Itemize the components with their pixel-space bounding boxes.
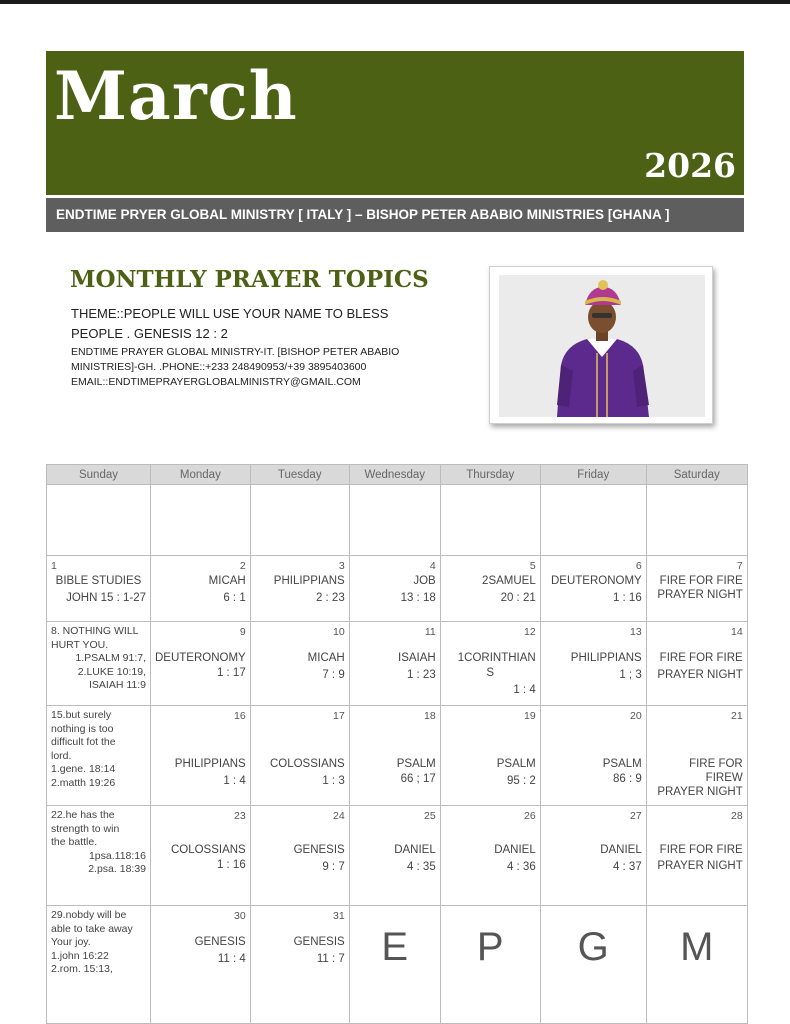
- day-number: 3: [338, 560, 345, 572]
- day-number: 13: [630, 626, 642, 638]
- day-topic: PSALM: [602, 758, 642, 770]
- day-cell: [250, 706, 349, 806]
- day-verse: 1 : 4: [513, 684, 536, 696]
- day-number: 27: [630, 810, 642, 822]
- day-topic: PHILIPPIANS: [174, 758, 246, 770]
- weekday-header: Wednesday: [349, 465, 440, 485]
- empty-day-cell: [540, 485, 646, 556]
- day-cell: [151, 806, 251, 906]
- weekday-header: Thursday: [440, 465, 540, 485]
- weekday-header: Tuesday: [250, 465, 349, 485]
- day-topic: FIRE FOR FIRE: [659, 652, 743, 664]
- day-number: 24: [333, 810, 345, 822]
- day-number: 17: [333, 710, 345, 722]
- day-verse: 66 ; 17: [400, 773, 436, 785]
- day-number: 7: [736, 560, 743, 572]
- day-topic: DEUTERONOMY: [551, 575, 642, 587]
- day-cell: [540, 706, 646, 806]
- week-row: [47, 806, 748, 906]
- day-number: 21: [731, 710, 743, 722]
- day-verse: 20 : 21: [500, 592, 536, 604]
- day-number: 19: [524, 710, 536, 722]
- letter-cell-e: E: [349, 906, 440, 1024]
- contact-line: MINISTRIES]-GH. .PHONE::+233 248490953/+39 3895403600: [71, 361, 367, 373]
- day-verse: 6 : 1: [223, 592, 246, 604]
- day-verse: PRAYER NIGHT: [657, 786, 743, 798]
- day-topic: difficult fot the: [51, 736, 116, 748]
- day-cell: [540, 556, 646, 622]
- day-topic: 1CORINTHIAN: [457, 652, 536, 664]
- day-cell: [540, 806, 646, 906]
- day-verse: 4 : 37: [612, 861, 642, 873]
- day-topic: JOB: [413, 575, 436, 587]
- day-cell: [47, 556, 151, 622]
- day-verse: 9 : 7: [322, 861, 345, 873]
- day-verse: 1psa.118:16: [88, 849, 146, 862]
- day-verse: 1.gene. 18:14: [51, 763, 116, 775]
- day-topic: 15.but surely: [51, 709, 112, 721]
- day-topic: FIRE FOR FIRE: [659, 575, 743, 587]
- day-verse: 2.rom. 15:13,: [51, 963, 113, 975]
- day-number: 12: [524, 626, 536, 638]
- day-cell: [151, 556, 251, 622]
- day-topic: MICAH: [307, 652, 345, 664]
- day-number: 25: [424, 810, 436, 822]
- contact-line: EMAIL::ENDTIMEPRAYERGLOBALMINISTRY@GMAIL.COM: [71, 376, 361, 388]
- day-topic: 8. NOTHING WILL: [51, 625, 139, 637]
- day-number: 23: [234, 810, 246, 822]
- day-topic: DANIEL: [494, 844, 536, 856]
- day-verse: 1 : 23: [406, 669, 436, 681]
- day-verse: JOHN 15 : 1-27: [66, 592, 146, 604]
- day-topic: DEUTERONOMY: [155, 652, 246, 664]
- theme-line: THEME::PEOPLE WILL USE YOUR NAME TO BLESS: [71, 306, 389, 321]
- day-verse: 2 : 23: [315, 592, 345, 604]
- day-cell: [349, 806, 440, 906]
- weekday-header: Friday: [540, 465, 646, 485]
- day-cell: [151, 622, 251, 706]
- day-number: 16: [234, 710, 246, 722]
- day-cell: [440, 622, 540, 706]
- day-verse: 86 : 9: [612, 773, 642, 785]
- day-verse: 2.matth 19:26: [51, 776, 116, 789]
- year-label: 2026: [644, 146, 736, 185]
- day-cell: [646, 622, 747, 706]
- day-number: 26: [524, 810, 536, 822]
- day-cell: [151, 706, 251, 806]
- day-cell: [47, 622, 151, 706]
- day-verse: 11 : 4: [217, 953, 246, 965]
- day-number: 14: [731, 626, 743, 638]
- day-topic: PHILIPPIANS: [273, 575, 345, 587]
- day-number: 4: [429, 560, 436, 572]
- day-cell: [540, 622, 646, 706]
- day-topic: MICAH: [208, 575, 246, 587]
- day-topic: 22.he has the: [51, 809, 115, 821]
- day-cell: [440, 706, 540, 806]
- day-cell: [349, 706, 440, 806]
- day-verse: 11 : 7: [316, 953, 345, 965]
- theme-text: [71, 304, 471, 344]
- day-verse: 4 : 35: [406, 861, 436, 873]
- day-number: 18: [424, 710, 436, 722]
- day-topic: S: [486, 667, 495, 679]
- week-row: [47, 906, 748, 1024]
- empty-day-cell: [440, 485, 540, 556]
- day-verse: 13 : 18: [400, 592, 436, 604]
- day-number: 10: [333, 626, 345, 638]
- day-topic: DANIEL: [394, 844, 436, 856]
- month-banner: [46, 51, 744, 195]
- day-cell: [250, 622, 349, 706]
- bishop-photo-frame: [489, 266, 713, 424]
- day-topic: nothing is too: [51, 722, 114, 735]
- day-verse: 1 : 3: [322, 775, 345, 787]
- day-cell: [250, 806, 349, 906]
- day-cell: [47, 706, 151, 806]
- day-topic: PSALM: [496, 758, 536, 770]
- day-topic: PSALM: [396, 758, 436, 770]
- day-verse: PRAYER NIGHT: [657, 669, 743, 681]
- ministry-bar: ENDTIME PRYER GLOBAL MINISTRY [ ITALY ] – BISHOP PETER ABABIO MINISTRIES [GHANA ]: [46, 198, 744, 232]
- day-verse: PRAYER NIGHT: [657, 589, 743, 601]
- empty-week-row: [47, 485, 748, 556]
- bishop-figure-image: [499, 275, 705, 417]
- day-topic: COLOSSIANS: [170, 844, 246, 856]
- day-verse: PRAYER NIGHT: [657, 860, 743, 872]
- empty-day-cell: [646, 485, 747, 556]
- day-cell: [440, 806, 540, 906]
- day-number: 30: [234, 910, 246, 922]
- empty-day-cell: [349, 485, 440, 556]
- day-verse: 7 : 9: [322, 669, 345, 681]
- day-cell: [47, 906, 151, 1024]
- day-verse: 1 : 16: [216, 859, 246, 871]
- day-cell: [349, 622, 440, 706]
- day-topic: Your joy.: [51, 936, 91, 948]
- weekday-header-row: [47, 465, 748, 485]
- day-number: 2: [239, 560, 246, 572]
- day-topic: ISAIAH: [398, 652, 436, 664]
- day-topic: PHILIPPIANS: [570, 652, 642, 664]
- day-number: 28: [731, 810, 743, 822]
- day-cell: [250, 556, 349, 622]
- day-number: 31: [333, 910, 345, 922]
- letter-cell-g: G: [540, 906, 646, 1024]
- day-verse: 1 : 17: [216, 667, 246, 679]
- contact-line: ENDTIME PRAYER GLOBAL MINISTRY-IT. [BISHOP PETER ABABIO: [71, 346, 400, 358]
- day-cell: [646, 806, 747, 906]
- empty-day-cell: [151, 485, 251, 556]
- day-topic: strength to win: [51, 822, 120, 835]
- day-topic: BIBLE STUDIES: [55, 575, 142, 587]
- day-verse: 1 : 16: [612, 592, 642, 604]
- day-cell: [349, 556, 440, 622]
- weekday-header: Sunday: [47, 465, 151, 485]
- day-verse: 1.PSALM 91:7,: [75, 652, 146, 664]
- day-topic: lord.: [51, 749, 72, 762]
- day-cell: [440, 556, 540, 622]
- day-topic: FIRE FOR FIRE: [659, 844, 743, 856]
- week-row: [47, 556, 748, 622]
- day-topic: the battle.: [51, 836, 98, 848]
- weekday-header: Monday: [151, 465, 251, 485]
- month-title: March: [54, 57, 298, 135]
- contact-info: [71, 345, 471, 390]
- week-row: [47, 622, 748, 706]
- letter-cell-p: P: [440, 906, 540, 1024]
- day-topic: GENESIS: [293, 936, 345, 948]
- day-cell: [250, 906, 349, 1024]
- bishop-photo: [499, 275, 705, 417]
- day-topic: 29.nobdy will be: [51, 909, 127, 921]
- day-verse: 4 : 36: [506, 861, 536, 873]
- day-number: 5: [529, 560, 536, 572]
- day-cell: [47, 806, 151, 906]
- day-cell: [151, 906, 251, 1024]
- empty-day-cell: [250, 485, 349, 556]
- day-number: 11: [424, 626, 436, 638]
- day-topic: able to take away: [51, 922, 133, 935]
- day-verse: 1 ; 3: [619, 669, 642, 681]
- day-verse: 2.LUKE 10:19,: [77, 665, 146, 678]
- top-rule: [0, 0, 790, 4]
- day-number: 20: [630, 710, 642, 722]
- day-cell: [646, 556, 747, 622]
- letter-cell-m: M: [646, 906, 747, 1024]
- day-topic: FIRE FOR FIREW: [689, 758, 743, 784]
- prayer-calendar: [46, 464, 748, 1024]
- empty-day-cell: [47, 485, 151, 556]
- day-verse: 1.john 16:22: [51, 949, 109, 962]
- day-number: 9: [239, 626, 246, 638]
- day-number: 1: [51, 560, 57, 572]
- day-verse: 1 : 4: [223, 775, 246, 787]
- weekday-header: Saturday: [646, 465, 747, 485]
- day-topic: 2SAMUEL: [482, 575, 536, 587]
- day-cell: [646, 706, 747, 806]
- day-number: 6: [635, 560, 642, 572]
- day-topic: GENESIS: [293, 844, 345, 856]
- day-topic: HURT YOU.: [51, 638, 109, 651]
- week-row: [47, 706, 748, 806]
- day-verse: 95 : 2: [506, 775, 536, 787]
- day-verse: 2.psa. 18:39: [88, 863, 146, 875]
- theme-line: PEOPLE . GENESIS 12 : 2: [71, 326, 228, 341]
- topics-title: MONTHLY PRAYER TOPICS: [70, 266, 429, 293]
- day-topic: GENESIS: [194, 936, 246, 948]
- day-topic: COLOSSIANS: [269, 758, 345, 770]
- day-verse: ISAIAH 11:9: [88, 679, 146, 691]
- day-topic: DANIEL: [600, 844, 642, 856]
